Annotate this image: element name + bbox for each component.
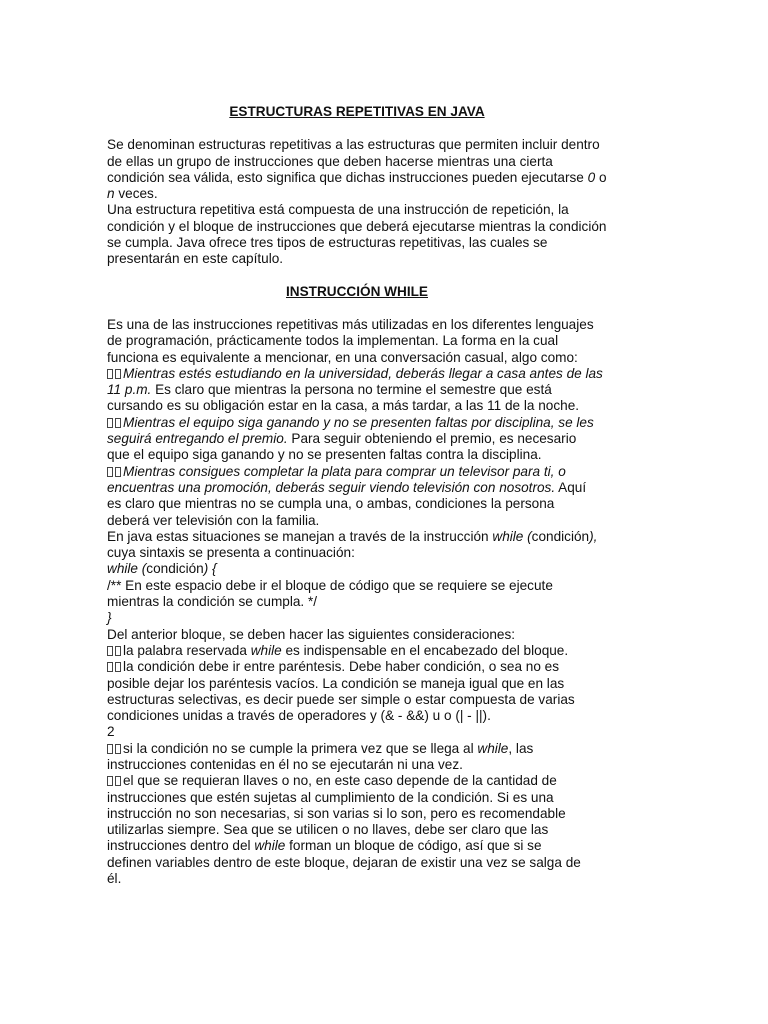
document-title: ESTRUCTURAS REPETITIVAS EN JAVA (229, 104, 485, 119)
bullet-item: si la condición no se cumple la primera vez que se llega al while, las (107, 741, 607, 757)
intro-line: Se denominan estructuras repetitivas a las estructuras que permiten incluir dentro (107, 137, 600, 153)
intro-line: condición sea válida, esto significa que dichas instrucciones pueden ejecutarse 0 o (107, 169, 607, 185)
body-line: deberá ver televisión con la familia. (107, 512, 320, 528)
bullet-box-icon (115, 467, 121, 477)
body-line: posible dejar los paréntesis vacíos. La condición se maneja igual que en las (107, 675, 565, 691)
body-line: cuya sintaxis se presenta a continuación: (107, 545, 355, 561)
code-line: /** En este espacio debe ir el bloque de código que se requiere se ejecute (107, 577, 553, 593)
bullet-box-icon (115, 646, 121, 656)
body-line: él. (107, 871, 122, 887)
bullet-box-icon (107, 418, 113, 428)
bullet-box-icon (107, 369, 113, 379)
while-body (107, 317, 607, 887)
bullet-item: Mientras el equipo siga ganando y no se presenten faltas por disciplina, se les (107, 415, 607, 431)
document-content (107, 104, 607, 887)
body-line: funciona es equivalente a mencionar, en una conversación casual, algo como: (107, 349, 578, 365)
intro-line: de ellas un grupo de instrucciones que deben hacerse mientras una cierta (107, 153, 553, 169)
bullet-box-icon (115, 662, 121, 672)
intro-line: presentarán en este capítulo. (107, 251, 284, 267)
code-line: mientras la condición se cumpla. */ (107, 594, 318, 610)
body-line: En java estas situaciones se manejan a través de la instrucción while (condición), (107, 528, 598, 544)
code-line: } (107, 610, 112, 626)
bullet-box-icon (107, 467, 113, 477)
body-line: definen variables dentro de este bloque, dejaran de existir una vez se salga de (107, 854, 581, 870)
bullet-box-icon (107, 662, 113, 672)
body-line: Es una de las instrucciones repetitivas más utilizadas en los diferentes lenguajes (107, 316, 594, 332)
bullet-box-icon (115, 369, 121, 379)
bullet-box-icon (115, 744, 121, 754)
body-line: instrucciones dentro del while forman un bloque de código, así que si se (107, 838, 542, 854)
intro-line: Una estructura repetitiva está compuesta de una instrucción de repetición, la (107, 202, 569, 218)
body-line: instrucciones contenidas en él no se ejecutarán ni una vez. (107, 756, 463, 772)
bullet-box-icon (107, 744, 113, 754)
body-line: de programación, prácticamente todos la implementan. La forma en la cual (107, 333, 559, 349)
intro-line: n veces. (107, 186, 158, 202)
body-line: condiciones unidas a través de operadores y (& - &&) u o (| - ||). (107, 708, 491, 724)
intro-line: condición y el bloque de instrucciones que deberá ejecutarse mientras la condición (107, 218, 607, 234)
body-line: que el equipo siga ganando y no se presenten faltas contra la disciplina. (107, 447, 542, 463)
body-line: instrucciones que estén sujetas al cumplimiento de la condición. Si es una (107, 789, 554, 805)
body-line: cursando es su obligación estar en la casa, a más tardar, a las 11 de la noche. (107, 398, 580, 414)
bullet-item: el que se requieran llaves o no, en este caso depende de la cantidad de (107, 773, 607, 789)
bullet-item: Mientras consigues completar la plata para comprar un televisor para ti, o (107, 464, 607, 480)
body-line: 11 p.m. Es claro que mientras la persona no termine el semestre que está (107, 382, 552, 398)
bullet-box-icon (107, 646, 113, 656)
intro-line: se cumpla. Java ofrece tres tipos de estructuras repetitivas, las cuales se (107, 235, 548, 251)
bullet-item: la condición debe ir entre paréntesis. Debe haber condición, o sea no es (107, 659, 607, 675)
body-line: instrucción no son necesarias, si son varias si lo son, pero es recomendable (107, 805, 566, 821)
intro-paragraph (107, 137, 607, 267)
bullet-item: Mientras estés estudiando en la universidad, deberás llegar a casa antes de las (107, 366, 607, 382)
bullet-item: la palabra reservada while es indispensable en el encabezado del bloque. (107, 643, 607, 659)
bullet-box-icon (107, 776, 113, 786)
body-line: es claro que mientras no se cumpla una, o ambas, condiciones la persona (107, 496, 555, 512)
body-line: utilizarlas siempre. Sea que se utilicen o no llaves, debe ser claro que las (107, 822, 549, 838)
body-line: Del anterior bloque, se deben hacer las siguientes consideraciones: (107, 626, 516, 642)
code-line: while (condición) { (107, 561, 217, 577)
bullet-box-icon (115, 776, 121, 786)
body-line: encuentras una promoción, deberás seguir viendo televisión con nosotros. Aquí (107, 479, 587, 495)
body-line: estructuras selectivas, es decir puede ser simple o estar compuesta de varias (107, 691, 575, 707)
bullet-box-icon (115, 418, 121, 428)
page-number: 2 (107, 724, 115, 740)
section-title: INSTRUCCIÓN WHILE (286, 283, 428, 299)
body-line: seguirá entregando el premio. Para seguir obteniendo el premio, es necesario (107, 431, 577, 447)
